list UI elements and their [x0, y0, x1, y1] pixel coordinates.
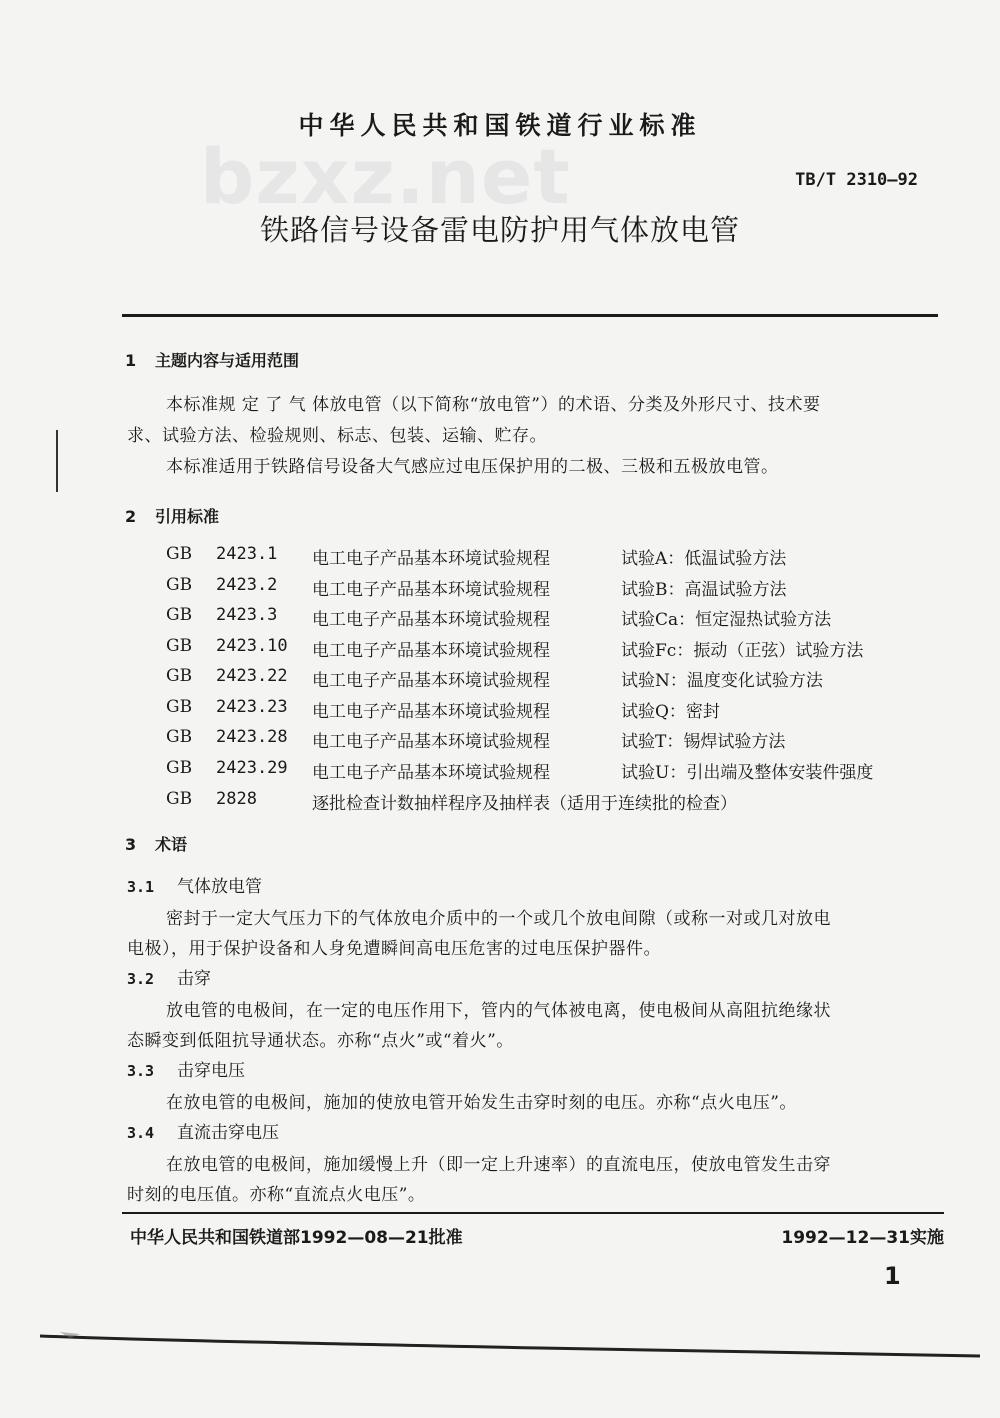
ref-title: 电工电子产品基本环境试验规程 [312, 580, 550, 600]
subsection-title: 击穿 [177, 969, 211, 989]
ref-test: 试验U：引出端及整体安装件强度 [621, 763, 874, 783]
ref-test: 试验Fc：振动（正弦）试验方法 [621, 641, 864, 661]
subsection-3-2-line-1: 放电管的电极间，在一定的电压作用下，管内的气体被电离，使电极间从高阻抗绝缘状 [166, 1001, 831, 1021]
section-title: 引用标准 [155, 507, 220, 526]
section-1-paragraph-2: 本标准适用于铁路信号设备大气感应过电压保护用的二极、三极和五极放电管。 [166, 457, 779, 477]
subsection-3-4-line-1: 在放电管的电极间，施加缓慢上升（即一定上升速率）的直流电压，使放电管发生击穿 [166, 1155, 831, 1175]
issuing-organization: 中华人民共和国铁道行业标准 [298, 111, 702, 140]
subsection-3-1-line-1: 密封于一定大气压力下的气体放电介质中的一个或几个放电间隙（或称一对或几对放电 [166, 909, 831, 929]
ref-prefix: GB [166, 727, 193, 747]
subsection-title: 气体放电管 [177, 877, 262, 897]
ref-title: 电工电子产品基本环境试验规程 [312, 610, 550, 630]
section-number: 3 [125, 835, 137, 854]
subsection-number: 3.4 [127, 1124, 155, 1142]
ref-title: 电工电子产品基本环境试验规程 [312, 732, 550, 752]
ref-prefix: GB [166, 789, 193, 809]
ref-title: 电工电子产品基本环境试验规程 [312, 671, 550, 691]
ref-prefix: GB [166, 575, 193, 595]
ref-title: 逐批检查计数抽样程序及抽样表（适用于连续批的检查） [312, 794, 737, 814]
subsection-3-1-line-2: 电极），用于保护设备和人身免遭瞬间高电压危害的过电压保护器件。 [127, 939, 661, 959]
section-2-heading [125, 504, 219, 527]
ref-prefix: GB [166, 544, 193, 564]
subsection-3-4-line-2: 时刻的电压值。亦称“直流点火电压”。 [127, 1185, 426, 1205]
subsection-3-4-heading [127, 1118, 279, 1143]
ref-prefix: GB [166, 605, 193, 625]
ref-prefix: GB [166, 697, 193, 717]
ref-test: 试验N：温度变化试验方法 [621, 671, 823, 691]
watermark: bzxz.net [200, 132, 571, 221]
ref-number: 2423.29 [216, 758, 288, 778]
section-1-paragraph-1-line-2: 求、试验方法、检验规则、标志、包装、运输、贮存。 [127, 426, 547, 446]
ref-test: 试验A：低温试验方法 [621, 549, 787, 569]
section-3-heading [125, 832, 187, 855]
section-1-paragraph-1-line-1: 本标准规 定 了 气 体放电管（以下简称“放电管”）的术语、分类及外形尺寸、技术要 [166, 395, 821, 415]
bottom-divider [122, 1212, 944, 1214]
subsection-title: 直流击穿电压 [177, 1123, 279, 1143]
ref-number: 2423.1 [216, 544, 278, 564]
ref-number: 2423.2 [216, 575, 278, 595]
section-number: 2 [125, 507, 137, 526]
ref-prefix: GB [166, 666, 193, 686]
ref-number: 2423.28 [216, 727, 288, 747]
ref-prefix: GB [166, 636, 193, 656]
subsection-number: 3.1 [127, 878, 155, 896]
ref-test: 试验Ca：恒定湿热试验方法 [621, 610, 832, 630]
subsection-3-3-line-1: 在放电管的电极间，施加的使放电管开始发生击穿时刻的电压。亦称“点火电压”。 [166, 1093, 797, 1113]
approval-date: 中华人民共和国铁道部1992—08—21批准 [130, 1228, 463, 1248]
section-number: 1 [125, 351, 137, 370]
ref-title: 电工电子产品基本环境试验规程 [312, 641, 550, 661]
implementation-date: 1992—12—31实施 [781, 1228, 944, 1248]
ref-test: 试验Q：密封 [621, 702, 720, 722]
document-title: 铁路信号设备雷电防护用气体放电管 [259, 213, 740, 247]
subsection-title: 击穿电压 [177, 1061, 245, 1081]
ref-number: 2423.23 [216, 697, 288, 717]
page-number: 1 [884, 1262, 901, 1290]
subsection-3-3-heading [127, 1056, 245, 1081]
section-1-heading [125, 348, 299, 371]
top-divider [122, 314, 938, 317]
subsection-3-1-heading [127, 872, 262, 897]
standard-code: TB/T 2310—92 [795, 170, 918, 190]
subsection-3-2-heading [127, 964, 211, 989]
ref-title: 电工电子产品基本环境试验规程 [312, 702, 550, 722]
ref-test: 试验T：锡焊试验方法 [621, 732, 786, 752]
ref-prefix: GB [166, 758, 193, 778]
ref-test: 试验B：高温试验方法 [621, 580, 787, 600]
section-title: 主题内容与适用范围 [155, 351, 300, 370]
scan-edge-shadow [40, 1328, 980, 1358]
binding-mark [56, 430, 58, 492]
subsection-3-2-line-2: 态瞬变到低阻抗导通状态。亦称“点火”或“着火”。 [127, 1031, 514, 1051]
ref-title: 电工电子产品基本环境试验规程 [312, 763, 550, 783]
ref-number: 2828 [216, 789, 257, 809]
ref-title: 电工电子产品基本环境试验规程 [312, 549, 550, 569]
ref-number: 2423.10 [216, 636, 288, 656]
ref-number: 2423.3 [216, 605, 278, 625]
ref-number: 2423.22 [216, 666, 288, 686]
subsection-number: 3.3 [127, 1062, 155, 1080]
section-title: 术语 [155, 835, 188, 854]
subsection-number: 3.2 [127, 970, 155, 988]
